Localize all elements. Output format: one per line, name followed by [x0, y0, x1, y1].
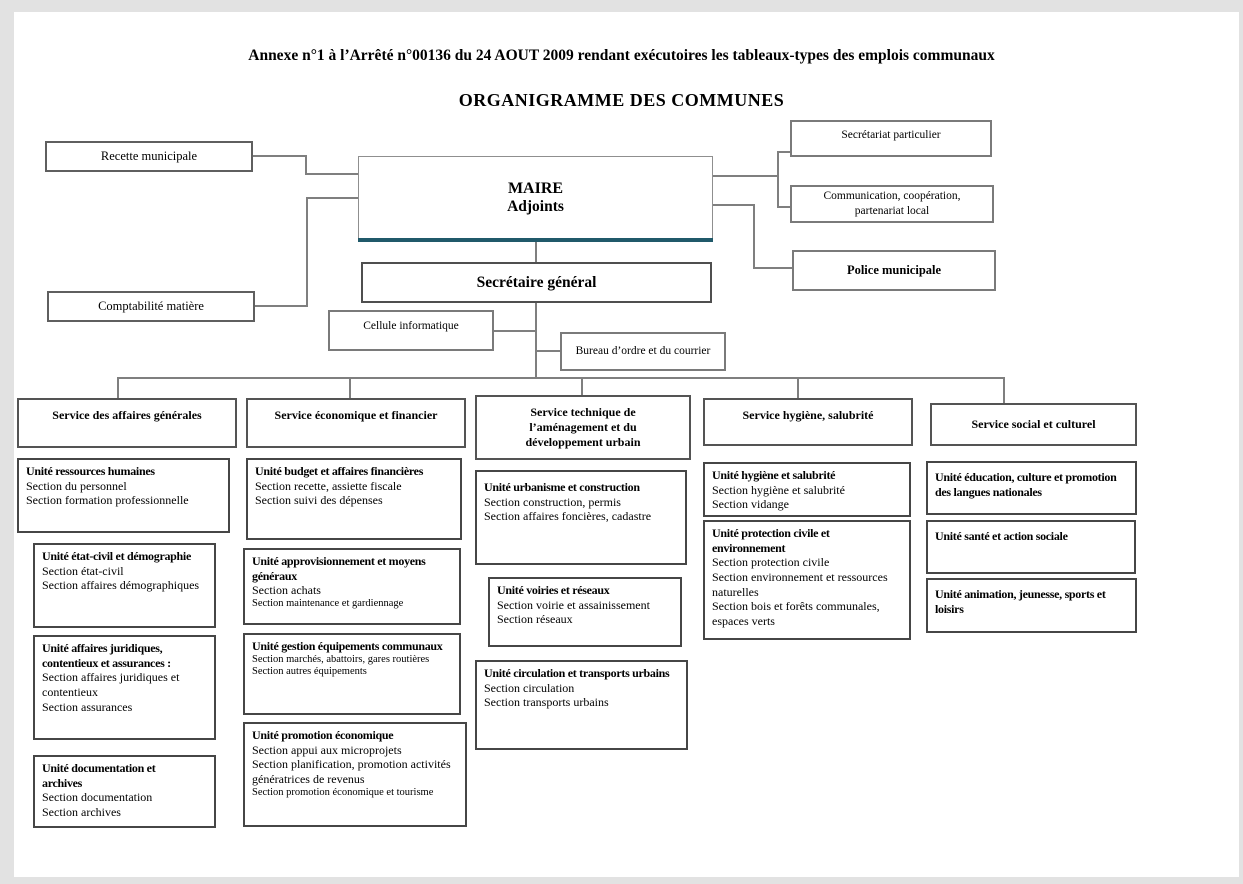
- connector-line: [777, 151, 779, 208]
- unit-section: Section transports urbains: [484, 695, 609, 710]
- unit-title: Unité protection civile et environnement: [712, 526, 830, 555]
- box-communication-cooperation: [790, 185, 994, 223]
- unit-etat-civil-demographie: [33, 543, 216, 628]
- unit-voiries-reseaux: [488, 577, 682, 647]
- unit-title: Unité animation, jeunesse, sports et loisirs: [935, 587, 1106, 616]
- box-label: Cellule informatique: [363, 320, 459, 332]
- unit-hygiene-salubrite: [703, 462, 911, 517]
- service-label: Service hygiène, salubrité: [742, 408, 874, 422]
- box-cellule-informatique: [328, 310, 494, 351]
- service-label: Service technique de l’aménagement et du développement urbain: [525, 405, 641, 449]
- connector-line: [117, 377, 119, 398]
- unit-title: Unité gestion équipements communaux: [252, 639, 443, 653]
- unit-title: Unité éducation, culture et promotion des langues nationales: [935, 470, 1117, 499]
- connector-line: [305, 155, 307, 175]
- unit-urbanisme-construction: [475, 470, 687, 565]
- unit-gestion-equipements-communaux: [243, 633, 461, 715]
- connector-line: [1003, 377, 1005, 403]
- unit-section: Section achats: [252, 583, 321, 598]
- connector-line: [117, 377, 1005, 379]
- connector-line: [753, 204, 755, 269]
- unit-title: Unité affaires juridiques, contentieux et assurances :: [42, 641, 171, 670]
- unit-circulation-transports: [475, 660, 688, 750]
- unit-title: Unité hygiène et salubrité: [712, 468, 836, 482]
- box-bureau-ordre-courrier: [560, 332, 726, 371]
- unit-section: Section promotion économique et tourisme: [252, 786, 434, 798]
- connector-line: [494, 330, 535, 332]
- service-header-economique-financier: [246, 398, 466, 448]
- unit-section: Section voirie et assainissement: [497, 597, 650, 612]
- unit-section: Section suivi des dépenses: [255, 493, 383, 508]
- unit-title: Unité voiries et réseaux: [497, 583, 610, 597]
- maire-subtitle: Adjoints: [507, 197, 564, 215]
- connector-line: [777, 206, 790, 208]
- maire-title: MAIRE: [507, 179, 564, 197]
- box-label: Secrétaire général: [476, 273, 597, 291]
- unit-protection-civile-environnement: [703, 520, 911, 640]
- unit-title: Unité circulation et transports urbains: [484, 666, 670, 680]
- unit-section: Section affaires juridiques et contentieux: [42, 670, 180, 699]
- box-label: Recette municipale: [100, 149, 198, 163]
- connector-line: [537, 350, 560, 352]
- unit-section: Section circulation: [484, 680, 575, 695]
- unit-section: Section état-civil: [42, 563, 124, 578]
- connector-line: [581, 377, 583, 395]
- unit-section: Section environnement et ressources naturelles: [712, 569, 888, 599]
- connector-line: [349, 377, 351, 398]
- unit-title: Unité documentation et archives: [42, 761, 156, 790]
- box-label: Bureau d’ordre et du courrier: [575, 345, 711, 358]
- unit-section: Section maintenance et gardiennage: [252, 597, 404, 609]
- unit-title: Unité état-civil et démographie: [42, 549, 191, 563]
- unit-section: Section vidange: [712, 497, 789, 512]
- service-header-hygiene-salubrite: [703, 398, 913, 446]
- box-label: Comptabilité matière: [98, 299, 204, 313]
- unit-section: Section planification, promotion activités génératrices de revenus: [252, 757, 451, 786]
- unit-section: Section formation professionnelle: [26, 493, 189, 508]
- unit-section: Section réseaux: [497, 612, 573, 627]
- box-label: Police municipale: [846, 263, 942, 278]
- box-label: Communication, coopération, partenariat local: [823, 190, 961, 217]
- unit-section: Section appui aux microprojets: [252, 742, 402, 757]
- unit-section: Section affaires démographiques: [42, 578, 200, 593]
- unit-approvisionnement-moyens-generaux: [243, 548, 461, 625]
- unit-section: Section archives: [42, 804, 121, 819]
- maire-accent-bar: [358, 238, 713, 242]
- main-title: ORGANIGRAMME DES COMMUNES: [458, 90, 785, 110]
- connector-line: [306, 197, 308, 307]
- connector-line: [253, 155, 305, 157]
- connector-line: [255, 305, 308, 307]
- service-label: Service social et culturel: [971, 417, 1096, 431]
- connector-line: [797, 377, 799, 398]
- service-header-affaires-generales: [17, 398, 237, 448]
- unit-section: Section assurances: [42, 699, 133, 714]
- unit-section: Section recette, assiette fiscale: [255, 478, 402, 493]
- unit-budget-affaires-financieres: [246, 458, 462, 540]
- connector-line: [535, 239, 537, 262]
- connector-line: [306, 197, 358, 199]
- unit-section: Section affaires foncières, cadastre: [484, 509, 652, 524]
- connector-line: [535, 303, 537, 379]
- service-label: Service des affaires générales: [52, 408, 202, 422]
- unit-title: Unité urbanisme et construction: [484, 480, 640, 494]
- unit-section: Section protection civile: [712, 555, 830, 570]
- connector-line: [753, 267, 792, 269]
- service-header-technique-amenagement: [475, 395, 691, 460]
- unit-animation-jeunesse: [926, 578, 1137, 633]
- connector-line: [713, 175, 777, 177]
- unit-section: Section marchés, abattoirs, gares routières: [252, 653, 430, 665]
- unit-section: Section construction, permis: [484, 494, 621, 509]
- unit-section: Section documentation: [42, 790, 153, 805]
- service-header-social-culturel: [930, 403, 1137, 446]
- unit-documentation-archives: [33, 755, 216, 828]
- box-secretaire-general: [361, 262, 712, 303]
- service-label: Service économique et financier: [274, 408, 438, 422]
- box-comptabilite-matiere: [47, 291, 255, 322]
- box-maire: [358, 156, 713, 239]
- unit-title: Unité budget et affaires financières: [255, 464, 424, 478]
- unit-promotion-economique: [243, 722, 467, 827]
- unit-sante-action-sociale: [926, 520, 1136, 574]
- unit-section: Section hygiène et salubrité: [712, 482, 845, 497]
- unit-section: Section autres équipements: [252, 666, 367, 678]
- connector-line: [713, 204, 753, 206]
- unit-education-culture: [926, 461, 1137, 515]
- box-recette-municipale: [45, 141, 253, 172]
- unit-title: Unité approvisionnement et moyens généraux: [252, 554, 426, 583]
- annexe-title: Annexe n°1 à l’Arrêté n°00136 du 24 AOUT 2009 rendant exécutoires les tableaux-types des emplois communaux: [248, 47, 995, 64]
- connector-line: [305, 173, 358, 175]
- unit-title: Unité promotion économique: [252, 728, 394, 742]
- box-secretariat-particulier: [790, 120, 992, 157]
- unit-title: Unité santé et action sociale: [935, 529, 1068, 543]
- unit-ressources-humaines: [17, 458, 230, 533]
- unit-section: Section du personnel: [26, 478, 127, 493]
- connector-line: [777, 151, 790, 153]
- unit-section: Section bois et forêts communales, espaces verts: [712, 599, 880, 628]
- unit-title: Unité ressources humaines: [26, 464, 155, 478]
- box-police-municipale: [792, 250, 996, 291]
- unit-affaires-juridiques: [33, 635, 216, 740]
- box-label: Secrétariat particulier: [841, 129, 941, 141]
